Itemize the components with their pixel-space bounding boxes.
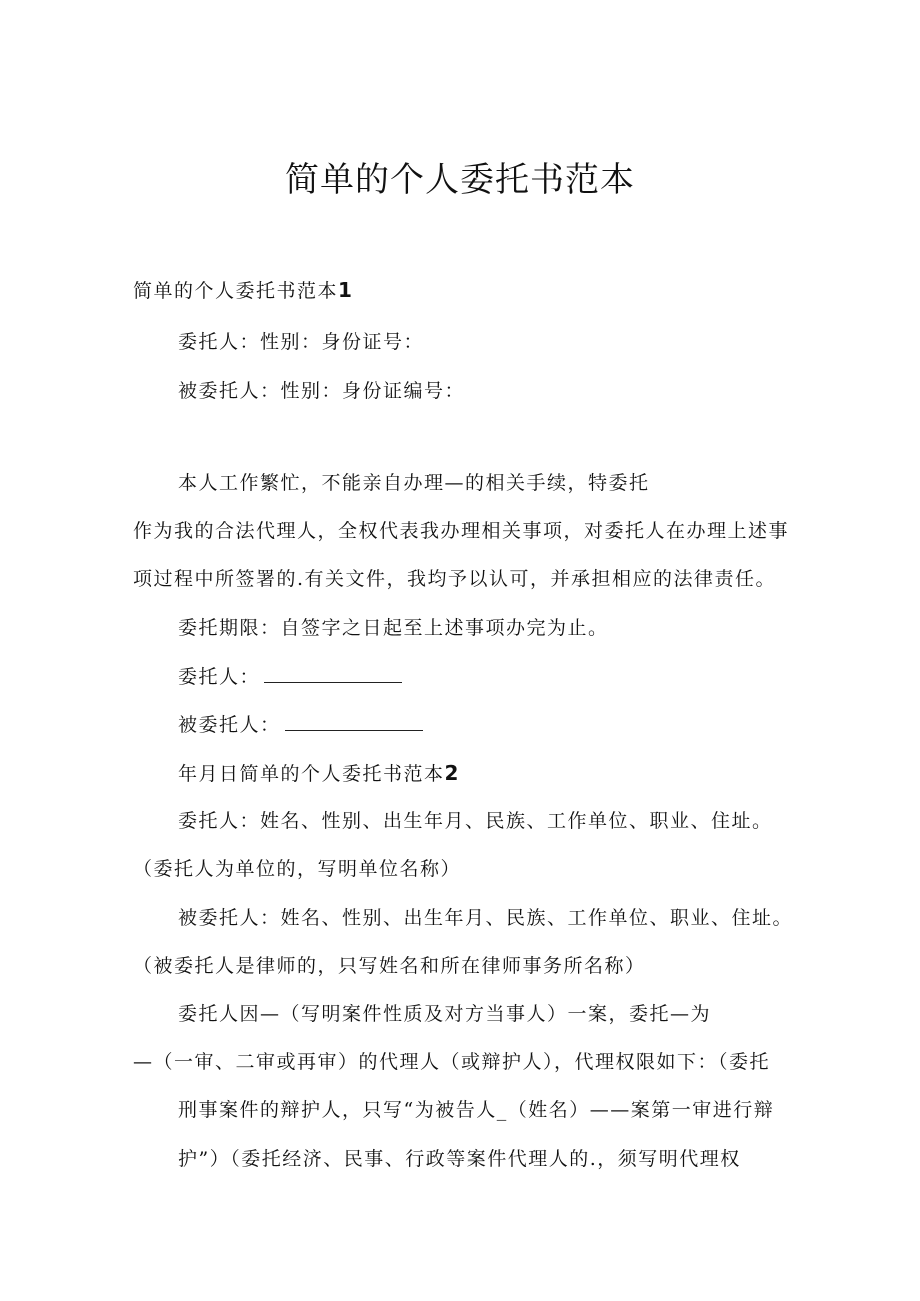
section2-heading-text: 年月日简单的个人委托书范本 — [178, 763, 445, 785]
section2-heading — [178, 760, 458, 787]
section1-sign-agent — [178, 712, 423, 738]
section2-principal-line-1: 委托人：姓名、性别、出生年月、民族、工作单位、职业、住址。 — [178, 810, 773, 832]
section2-body-line-4: 护”）（委托经济、民事、行政等案件代理人的.，须写明代理权 — [178, 1148, 741, 1170]
section1-agent-line: 被委托人：性别：身份证编号： — [178, 380, 466, 402]
section2-agent-line-2: （被委托人是律师的，只写姓名和所在律师事务所名称） — [133, 955, 646, 977]
section1-heading-number: 1 — [338, 278, 352, 302]
sign-principal-blank — [264, 664, 402, 683]
section1-body-line-2: 作为我的合法代理人，全权代表我办理相关事项，对委托人在办理上述事 — [133, 520, 790, 542]
section1-heading-text: 简单的个人委托书范本 — [133, 280, 339, 302]
section1-body-line-1: 本人工作繁忙，不能亲自办理—的相关手续，特委托 — [178, 472, 650, 494]
section2-body-line-1: 委托人因—（写明案件性质及对方当事人）一案，委托—为 — [178, 1003, 712, 1025]
section2-agent-line-1: 被委托人：姓名、性别、出生年月、民族、工作单位、职业、住址。 — [178, 907, 794, 929]
section2-body-line-3: 刑事案件的辩护人，只写“为被告人_（姓名）——案第一审进行辩 — [178, 1099, 775, 1121]
section2-principal-line-2: （委托人为单位的，写明单位名称） — [133, 858, 462, 880]
sign-agent-blank — [285, 712, 423, 731]
section1-term-line: 委托期限：自签字之日起至上述事项办完为止。 — [178, 617, 609, 639]
section2-body-line-2: —（一审、二审或再审）的代理人（或辩护人），代理权限如下：（委托 — [133, 1051, 771, 1073]
section1-sign-principal — [178, 664, 402, 690]
sign-agent-label: 被委托人： — [178, 714, 281, 736]
document-title: 简单的个人委托书范本 — [285, 160, 635, 200]
sign-principal-label: 委托人： — [178, 666, 261, 688]
section1-body-line-3: 项过程中所签署的.有关文件，我均予以认可，并承担相应的法律责任。 — [133, 568, 777, 590]
section2-heading-number: 2 — [444, 761, 459, 785]
section1-principal-line: 委托人：性别：身份证号： — [178, 331, 425, 353]
section1-heading — [133, 277, 352, 304]
